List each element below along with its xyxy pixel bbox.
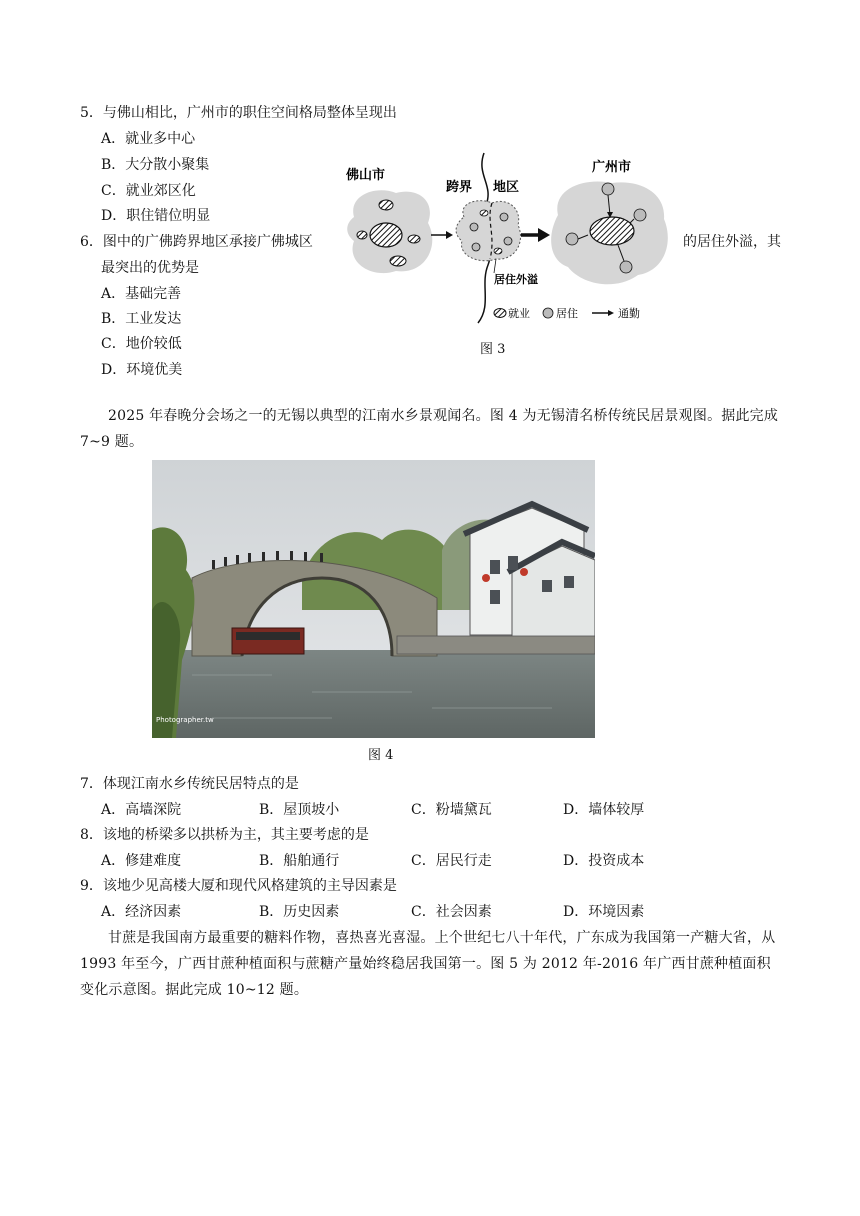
photo-watermark: Photographer.tw [156, 716, 214, 724]
flow-arrowhead [538, 228, 550, 242]
employment-node [494, 248, 502, 254]
q7-option-c: C．粉墙黛瓦 [411, 802, 492, 818]
tour-boat [232, 628, 304, 654]
residence-node [500, 213, 508, 221]
q5-option-b: B．大分散小聚集 [101, 157, 210, 173]
foshan-employment-node [408, 235, 420, 243]
q6-option-b: B．工业发达 [101, 311, 182, 327]
red-lantern [482, 574, 490, 582]
employment-node [480, 210, 488, 216]
q6-option-d: D．环境优美 [101, 362, 183, 378]
cross-border-label-end: 地区 [493, 180, 520, 195]
q6-option-c: C．地价较低 [101, 336, 182, 352]
residence-node [634, 209, 646, 221]
flow-arrowhead [446, 231, 453, 239]
foshan-employment-center [370, 223, 402, 247]
q8-option-d: D．投资成本 [563, 853, 645, 869]
overflow-label: 居住外溢 [494, 273, 538, 286]
q9-option-b: B．历史因素 [259, 904, 340, 920]
q7-option-a: A．高墙深院 [101, 802, 182, 818]
q9-stem: 9．该地少见高楼大厦和现代风格建筑的主导因素是 [80, 878, 397, 894]
q5-option-a: A．就业多中心 [101, 131, 196, 147]
q9-option-d: D．环境因素 [563, 904, 645, 920]
figure-4-photo [152, 460, 595, 738]
cross-border-region [456, 201, 520, 261]
q5-stem: 5．与佛山相比，广州市的职住空间格局整体呈现出 [80, 105, 397, 121]
q8-stem: 8．该地的桥梁多以拱桥为主，其主要考虑的是 [80, 827, 369, 843]
q6-stem-start: 6．图中的广佛跨界地区承接广佛城区 [80, 234, 313, 250]
residence-node [566, 233, 578, 245]
overflow-pointer [494, 259, 496, 273]
legend-employment-label: 就业 [508, 307, 530, 320]
legend-employment-symbol [494, 309, 506, 318]
residence-node [504, 237, 512, 245]
legend-residence-symbol [543, 308, 553, 318]
q9-option-a: A．经济因素 [101, 904, 182, 920]
foshan-label: 佛山市 [346, 168, 386, 183]
residence-node [472, 243, 480, 251]
q7-option-b: B．屋顶坡小 [259, 802, 340, 818]
q8-option-a: A．修建难度 [101, 853, 182, 869]
figure-3-diagram [336, 145, 676, 330]
legend-commute-label: 通勤 [618, 307, 640, 320]
guangzhou-label: 广州市 [592, 160, 632, 175]
red-lantern [520, 568, 528, 576]
foshan-employment-node [379, 200, 393, 210]
q5-option-d: D．职住错位明显 [101, 208, 211, 224]
q5-option-c: C．就业郊区化 [101, 183, 196, 199]
intro-10-12: 甘蔗是我国南方最重要的糖料作物，喜热喜光喜湿。上个世纪七八十年代，广东成为我国第一产糖大省，从 1993 年至今，广西甘蔗种植面积与蔗糖产量始终稳居我国第一。图 5 为 2012 年-2016 年广西甘蔗种植面积变化示意图。据此完成 10~12 题。 [80, 930, 776, 998]
q8-option-b: B．船舶通行 [259, 853, 340, 869]
foshan-employment-node [390, 256, 406, 266]
q6-stem-end: 最突出的优势是 [101, 260, 199, 276]
figure-4-caption: 图 4 [368, 748, 394, 763]
stone-embankment [397, 636, 595, 654]
residence-node [620, 261, 632, 273]
cross-border-label-start: 跨界 [446, 180, 473, 195]
residence-node [470, 223, 478, 231]
residence-node [602, 183, 614, 195]
q7-option-d: D．墙体较厚 [563, 802, 645, 818]
intro-7-9: 2025 年春晚分会场之一的无锡以典型的江南水乡景观闻名。图 4 为无锡清名桥传统民居景观图。据此完成 7~9 题。 [80, 408, 779, 450]
q6-stem-continued: 的居住外溢，其 [683, 234, 781, 250]
guangzhou-employment-center [590, 217, 634, 245]
q9-option-c: C．社会因素 [411, 904, 492, 920]
q7-stem: 7．体现江南水乡传统民居特点的是 [80, 776, 299, 792]
canal-water [152, 650, 595, 738]
q6-option-a: A．基础完善 [101, 286, 182, 302]
legend-commute-arrowhead [608, 310, 614, 316]
boat-windows [236, 632, 300, 640]
legend-residence-label: 居住 [556, 307, 578, 320]
figure-3-caption: 图 3 [480, 342, 506, 357]
q8-option-c: C．居民行走 [411, 853, 492, 869]
foshan-employment-node [357, 231, 367, 239]
